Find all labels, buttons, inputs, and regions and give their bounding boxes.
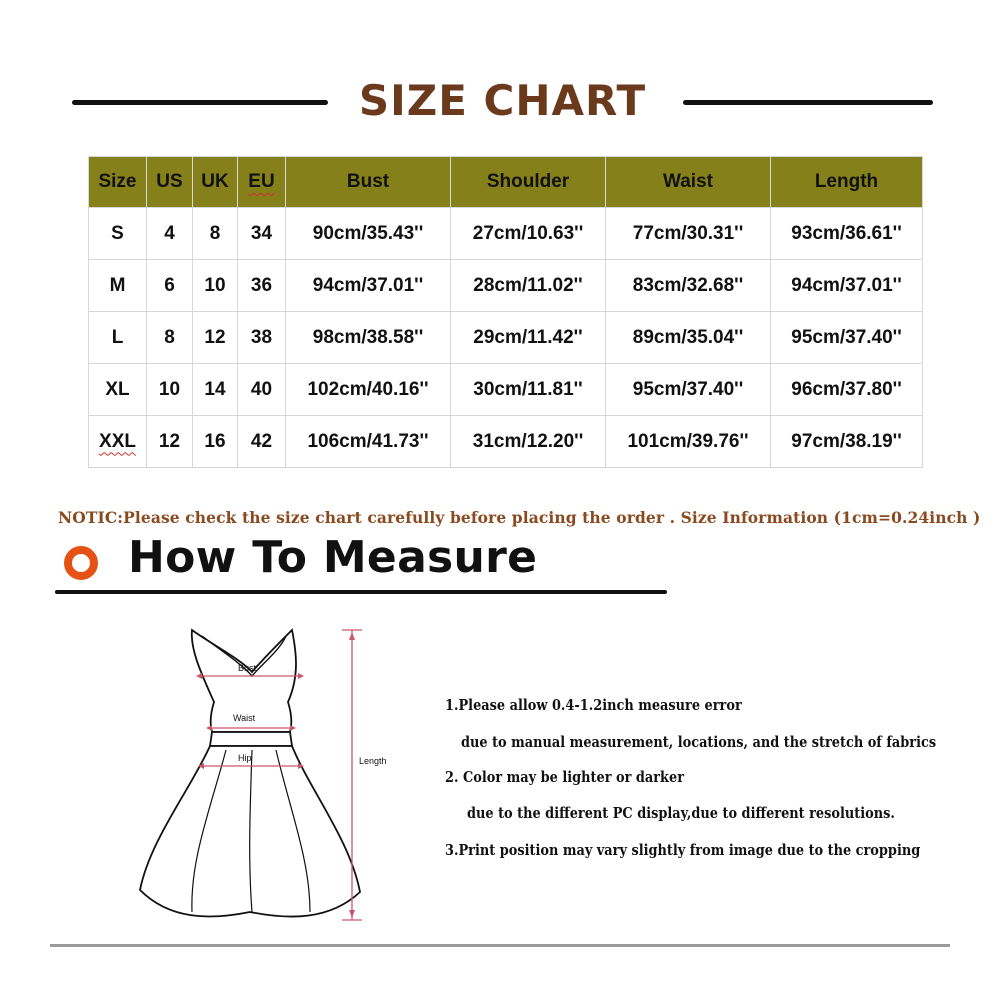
cell-shoulder: 29cm/11.42'' [451, 312, 606, 364]
cell-us: 12 [147, 416, 193, 468]
cell-shoulder: 27cm/10.63'' [451, 208, 606, 260]
how-to-measure-rule [55, 590, 667, 594]
length-arrow-top [349, 632, 355, 640]
cell-size: L [89, 312, 147, 364]
instruction-line: 3.Print position may vary slightly from image due to the cropping [445, 841, 921, 859]
cell-length: 95cm/37.40'' [771, 312, 923, 364]
table-row [89, 416, 923, 468]
cell-waist: 83cm/32.68'' [606, 260, 771, 312]
cell-us: 8 [147, 312, 193, 364]
cell-uk: 14 [193, 364, 238, 416]
page-title: SIZE CHART [358, 76, 647, 125]
bust-label: Bust [238, 663, 257, 673]
cell-shoulder: 30cm/11.81'' [451, 364, 606, 416]
cell-size: M [89, 260, 147, 312]
how-to-measure-title: How To Measure [128, 532, 538, 583]
bust-arrow-left [196, 673, 202, 679]
cell-us: 6 [147, 260, 193, 312]
cell-eu: 38 [238, 312, 286, 364]
cell-us: 10 [147, 364, 193, 416]
cell-waist: 95cm/37.40'' [606, 364, 771, 416]
cell-length: 97cm/38.19'' [771, 416, 923, 468]
header-uk: UK [193, 157, 238, 208]
table-row [89, 312, 923, 364]
length-arrow-bottom [349, 910, 355, 918]
bottom-divider [50, 944, 950, 947]
cell-eu: 34 [238, 208, 286, 260]
cell-bust: 94cm/37.01'' [286, 260, 451, 312]
cell-bust: 98cm/38.58'' [286, 312, 451, 364]
cell-bust: 106cm/41.73'' [286, 416, 451, 468]
cell-bust: 102cm/40.16'' [286, 364, 451, 416]
table-row [89, 260, 923, 312]
cell-uk: 16 [193, 416, 238, 468]
cell-length: 96cm/37.80'' [771, 364, 923, 416]
how-to-measure-header [55, 532, 667, 598]
cell-size-label: XXL [99, 430, 136, 452]
cell-shoulder: 28cm/11.02'' [451, 260, 606, 312]
cell-us: 4 [147, 208, 193, 260]
header-eu-label: EU [248, 171, 275, 192]
table-row [89, 364, 923, 416]
header-size: Size [89, 157, 147, 208]
cell-waist: 77cm/30.31'' [606, 208, 771, 260]
cell-size: S [89, 208, 147, 260]
cell-size: XL [89, 364, 147, 416]
table-header-row [89, 157, 923, 208]
dress-diagram [130, 620, 420, 930]
cell-eu: 40 [238, 364, 286, 416]
cell-waist: 89cm/35.04'' [606, 312, 771, 364]
title-rule-right [683, 100, 933, 105]
cell-bust: 90cm/35.43'' [286, 208, 451, 260]
waist-arrow-right [290, 725, 296, 731]
instruction-line: 1.Please allow 0.4-1.2inch measure error [445, 696, 742, 714]
table-row [89, 208, 923, 260]
cell-length: 93cm/36.61'' [771, 208, 923, 260]
cell-shoulder: 31cm/12.20'' [451, 416, 606, 468]
cell-length: 94cm/37.01'' [771, 260, 923, 312]
length-label: Length [359, 756, 387, 766]
size-table [88, 156, 923, 468]
header-us: US [147, 157, 193, 208]
cell-eu: 42 [238, 416, 286, 468]
notice-text: NOTIC:Please check the size chart carefully before placing the order . Size Information (1cm=0.24inch ) [58, 508, 981, 527]
cell-eu: 36 [238, 260, 286, 312]
cell-waist: 101cm/39.76'' [606, 416, 771, 468]
header-length: Length [771, 157, 923, 208]
dress-waistband [210, 732, 292, 746]
instruction-line: due to manual measurement, locations, and the stretch of fabrics [461, 733, 937, 751]
size-chart-header [0, 70, 1000, 130]
waist-label: Waist [233, 713, 256, 723]
instruction-line: due to the different PC display,due to different resolutions. [467, 804, 895, 822]
cell-size [89, 416, 147, 468]
waist-arrow-left [206, 725, 212, 731]
title-rule-left [72, 100, 328, 105]
bust-arrow-right [298, 673, 304, 679]
header-shoulder: Shoulder [451, 157, 606, 208]
cell-uk: 10 [193, 260, 238, 312]
cell-uk: 12 [193, 312, 238, 364]
instruction-line: 2. Color may be lighter or darker [445, 768, 684, 786]
circle-bullet-icon [64, 546, 98, 580]
header-waist: Waist [606, 157, 771, 208]
cell-uk: 8 [193, 208, 238, 260]
hip-label: Hip [238, 753, 252, 763]
header-bust: Bust [286, 157, 451, 208]
header-eu [238, 157, 286, 208]
